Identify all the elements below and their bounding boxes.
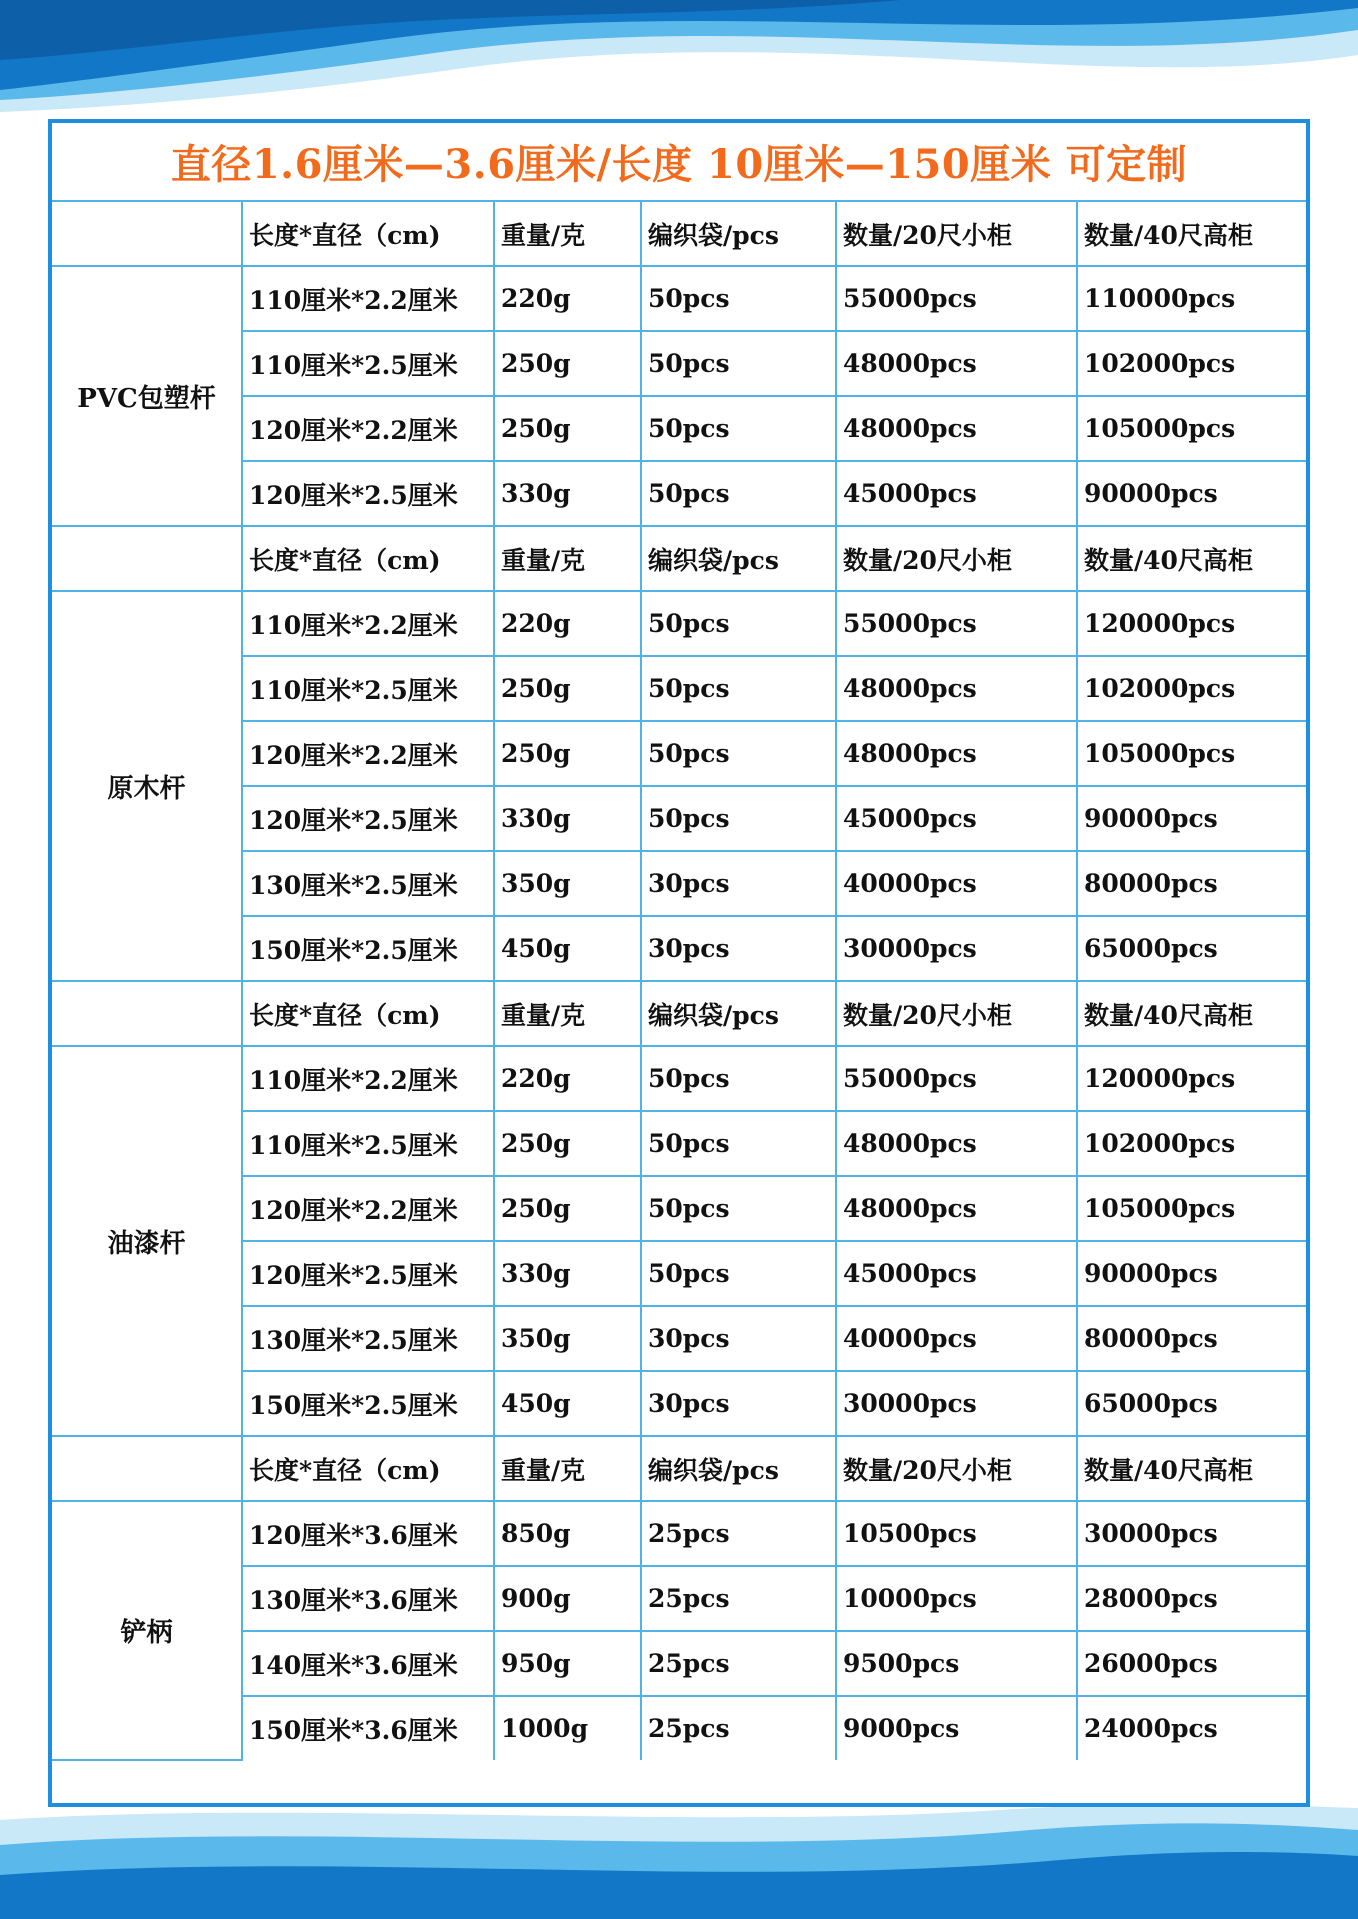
table-cell: 45000pcs bbox=[836, 786, 1077, 851]
category-label: 原木杆 bbox=[52, 591, 242, 981]
column-header: 长度*直径（cm) bbox=[242, 202, 494, 266]
table-cell: 25pcs bbox=[641, 1696, 836, 1760]
table-cell: 9500pcs bbox=[836, 1631, 1077, 1696]
column-header: 长度*直径（cm) bbox=[242, 1436, 494, 1501]
table-cell: 450g bbox=[494, 916, 641, 981]
table-cell: 220g bbox=[494, 1046, 641, 1111]
table-cell: 105000pcs bbox=[1077, 1176, 1306, 1241]
table-cell: 330g bbox=[494, 461, 641, 526]
header-empty-cell bbox=[52, 981, 242, 1046]
table-cell: 50pcs bbox=[641, 786, 836, 851]
table-cell: 30pcs bbox=[641, 916, 836, 981]
table-cell: 350g bbox=[494, 1306, 641, 1371]
table-cell: 110厘米*2.5厘米 bbox=[242, 331, 494, 396]
table-cell: 150厘米*2.5厘米 bbox=[242, 916, 494, 981]
table-cell: 450g bbox=[494, 1371, 641, 1436]
table-cell: 110厘米*2.2厘米 bbox=[242, 266, 494, 331]
table-cell: 130厘米*3.6厘米 bbox=[242, 1566, 494, 1631]
table-cell: 350g bbox=[494, 851, 641, 916]
table-cell: 110厘米*2.2厘米 bbox=[242, 591, 494, 656]
table-cell: 102000pcs bbox=[1077, 656, 1306, 721]
table-row bbox=[52, 266, 1306, 331]
table-cell: 50pcs bbox=[641, 1176, 836, 1241]
table-cell: 50pcs bbox=[641, 656, 836, 721]
table-cell: 48000pcs bbox=[836, 721, 1077, 786]
table-cell: 90000pcs bbox=[1077, 786, 1306, 851]
table-cell: 250g bbox=[494, 1111, 641, 1176]
table-cell: 55000pcs bbox=[836, 266, 1077, 331]
table-cell: 50pcs bbox=[641, 266, 836, 331]
table-cell: 55000pcs bbox=[836, 1046, 1077, 1111]
table-cell: 50pcs bbox=[641, 461, 836, 526]
table-cell: 330g bbox=[494, 1241, 641, 1306]
table-cell: 65000pcs bbox=[1077, 1371, 1306, 1436]
table-cell: 40000pcs bbox=[836, 1306, 1077, 1371]
table-row bbox=[52, 1046, 1306, 1111]
table-cell: 220g bbox=[494, 266, 641, 331]
spec-table-body bbox=[52, 202, 1306, 1760]
table-cell: 26000pcs bbox=[1077, 1631, 1306, 1696]
table-cell: 80000pcs bbox=[1077, 1306, 1306, 1371]
table-cell: 120000pcs bbox=[1077, 1046, 1306, 1111]
table-cell: 90000pcs bbox=[1077, 1241, 1306, 1306]
table-cell: 330g bbox=[494, 786, 641, 851]
header-empty-cell bbox=[52, 526, 242, 591]
column-header: 编织袋/pcs bbox=[641, 202, 836, 266]
table-cell: 48000pcs bbox=[836, 1176, 1077, 1241]
table-cell: 50pcs bbox=[641, 331, 836, 396]
table-cell: 40000pcs bbox=[836, 851, 1077, 916]
page-title: 直径1.6厘米—3.6厘米/长度 10厘米—150厘米 可定制 bbox=[52, 123, 1306, 202]
table-cell: 30000pcs bbox=[1077, 1501, 1306, 1566]
column-header: 重量/克 bbox=[494, 526, 641, 591]
table-cell: 250g bbox=[494, 656, 641, 721]
table-cell: 250g bbox=[494, 1176, 641, 1241]
table-cell: 110000pcs bbox=[1077, 266, 1306, 331]
table-cell: 130厘米*2.5厘米 bbox=[242, 851, 494, 916]
table-cell: 30000pcs bbox=[836, 1371, 1077, 1436]
column-header: 重量/克 bbox=[494, 981, 641, 1046]
table-cell: 250g bbox=[494, 396, 641, 461]
column-header: 数量/20尺小柜 bbox=[836, 526, 1077, 591]
spec-table bbox=[52, 202, 1306, 1761]
table-cell: 950g bbox=[494, 1631, 641, 1696]
table-cell: 120厘米*2.2厘米 bbox=[242, 396, 494, 461]
column-header: 数量/40尺高柜 bbox=[1077, 526, 1306, 591]
table-cell: 102000pcs bbox=[1077, 331, 1306, 396]
header-empty-cell bbox=[52, 1436, 242, 1501]
table-row bbox=[52, 591, 1306, 656]
table-cell: 110厘米*2.5厘米 bbox=[242, 656, 494, 721]
table-cell: 48000pcs bbox=[836, 1111, 1077, 1176]
table-cell: 900g bbox=[494, 1566, 641, 1631]
header-row bbox=[52, 1436, 1306, 1501]
column-header: 数量/20尺小柜 bbox=[836, 202, 1077, 266]
column-header: 数量/40尺高柜 bbox=[1077, 1436, 1306, 1501]
table-cell: 10000pcs bbox=[836, 1566, 1077, 1631]
table-cell: 45000pcs bbox=[836, 1241, 1077, 1306]
table-cell: 120厘米*2.2厘米 bbox=[242, 1176, 494, 1241]
spec-table-frame bbox=[48, 119, 1310, 1807]
column-header: 编织袋/pcs bbox=[641, 526, 836, 591]
table-cell: 250g bbox=[494, 721, 641, 786]
table-cell: 140厘米*3.6厘米 bbox=[242, 1631, 494, 1696]
table-cell: 110厘米*2.2厘米 bbox=[242, 1046, 494, 1111]
table-cell: 50pcs bbox=[641, 1111, 836, 1176]
table-cell: 120厘米*2.2厘米 bbox=[242, 721, 494, 786]
table-cell: 50pcs bbox=[641, 591, 836, 656]
table-cell: 250g bbox=[494, 331, 641, 396]
category-label: PVC包塑杆 bbox=[52, 266, 242, 526]
table-row bbox=[52, 1501, 1306, 1566]
column-header: 数量/40尺高柜 bbox=[1077, 981, 1306, 1046]
table-cell: 105000pcs bbox=[1077, 396, 1306, 461]
column-header: 数量/40尺高柜 bbox=[1077, 202, 1306, 266]
table-cell: 120厘米*2.5厘米 bbox=[242, 786, 494, 851]
table-cell: 150厘米*2.5厘米 bbox=[242, 1371, 494, 1436]
column-header: 长度*直径（cm) bbox=[242, 526, 494, 591]
table-cell: 50pcs bbox=[641, 1241, 836, 1306]
table-cell: 10500pcs bbox=[836, 1501, 1077, 1566]
table-cell: 102000pcs bbox=[1077, 1111, 1306, 1176]
table-cell: 65000pcs bbox=[1077, 916, 1306, 981]
column-header: 数量/20尺小柜 bbox=[836, 1436, 1077, 1501]
header-row bbox=[52, 202, 1306, 266]
table-cell: 50pcs bbox=[641, 396, 836, 461]
table-cell: 28000pcs bbox=[1077, 1566, 1306, 1631]
table-cell: 50pcs bbox=[641, 1046, 836, 1111]
category-label: 铲柄 bbox=[52, 1501, 242, 1760]
column-header: 重量/克 bbox=[494, 202, 641, 266]
column-header: 数量/20尺小柜 bbox=[836, 981, 1077, 1046]
table-cell: 55000pcs bbox=[836, 591, 1077, 656]
table-cell: 30pcs bbox=[641, 851, 836, 916]
header-empty-cell bbox=[52, 202, 242, 266]
header-row bbox=[52, 981, 1306, 1046]
table-cell: 45000pcs bbox=[836, 461, 1077, 526]
table-cell: 25pcs bbox=[641, 1566, 836, 1631]
column-header: 长度*直径（cm) bbox=[242, 981, 494, 1046]
table-cell: 30pcs bbox=[641, 1371, 836, 1436]
category-label: 油漆杆 bbox=[52, 1046, 242, 1436]
header-row bbox=[52, 526, 1306, 591]
table-cell: 48000pcs bbox=[836, 331, 1077, 396]
table-cell: 105000pcs bbox=[1077, 721, 1306, 786]
column-header: 编织袋/pcs bbox=[641, 1436, 836, 1501]
table-cell: 110厘米*2.5厘米 bbox=[242, 1111, 494, 1176]
table-cell: 130厘米*2.5厘米 bbox=[242, 1306, 494, 1371]
bottom-wave-decoration bbox=[0, 1790, 1358, 1919]
table-cell: 30pcs bbox=[641, 1306, 836, 1371]
table-cell: 48000pcs bbox=[836, 656, 1077, 721]
table-cell: 80000pcs bbox=[1077, 851, 1306, 916]
table-cell: 1000g bbox=[494, 1696, 641, 1760]
top-wave-decoration bbox=[0, 0, 1358, 130]
table-cell: 120厘米*2.5厘米 bbox=[242, 461, 494, 526]
table-cell: 24000pcs bbox=[1077, 1696, 1306, 1760]
table-cell: 120厘米*3.6厘米 bbox=[242, 1501, 494, 1566]
column-header: 编织袋/pcs bbox=[641, 981, 836, 1046]
table-cell: 120000pcs bbox=[1077, 591, 1306, 656]
table-cell: 850g bbox=[494, 1501, 641, 1566]
table-cell: 120厘米*2.5厘米 bbox=[242, 1241, 494, 1306]
table-cell: 90000pcs bbox=[1077, 461, 1306, 526]
table-cell: 220g bbox=[494, 591, 641, 656]
column-header: 重量/克 bbox=[494, 1436, 641, 1501]
table-cell: 30000pcs bbox=[836, 916, 1077, 981]
table-cell: 50pcs bbox=[641, 721, 836, 786]
table-cell: 25pcs bbox=[641, 1501, 836, 1566]
table-cell: 150厘米*3.6厘米 bbox=[242, 1696, 494, 1760]
table-cell: 48000pcs bbox=[836, 396, 1077, 461]
table-cell: 9000pcs bbox=[836, 1696, 1077, 1760]
table-cell: 25pcs bbox=[641, 1631, 836, 1696]
